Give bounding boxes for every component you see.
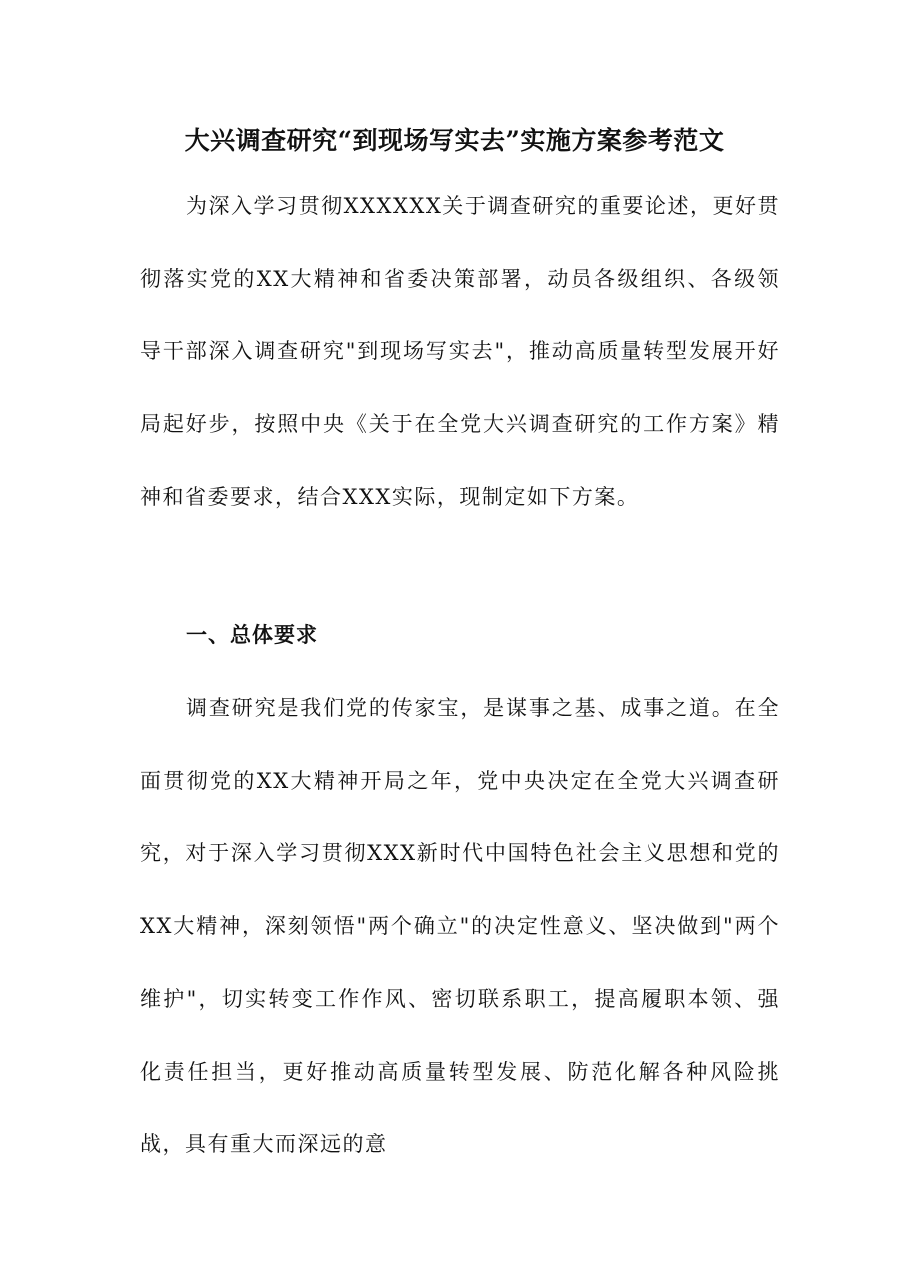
section-heading-overall-requirements: 一、总体要求 — [186, 623, 318, 647]
intro-paragraph: 为深入学习贯彻XXXXXX关于调查研究的重要论述，更好贯彻落实党的XX大精神和省委决策部署，动员各级组织、各级领导干部深入调查研究"到现场写实去"，推动高质量转型发展开好局起好步，按照中央《关于在全党大兴调查研究的工作方案》精神和省委要求，结合XXX实际，现制定如下方案。 — [140, 194, 780, 509]
document-title: 大兴调查研究“到现场写实去”实施方案参考范文 — [184, 126, 725, 155]
section-1-paragraph: 调查研究是我们党的传家宝，是谋事之基、成事之道。在全面贯彻党的XX大精神开局之年，党中央决定在全党大兴调查研究，对于深入学习贯彻XXX新时代中国特色社会主义思想和党的XX大精神，深刻领悟"两个确立"的决定性意义、坚决做到"两个维护"，切实转变工作作风、密切联系职工，提高履职本领、强化责任担当，更好推动高质量转型发展、防范化解各种风险挑战，具有重大而深远的意 — [140, 696, 780, 1157]
